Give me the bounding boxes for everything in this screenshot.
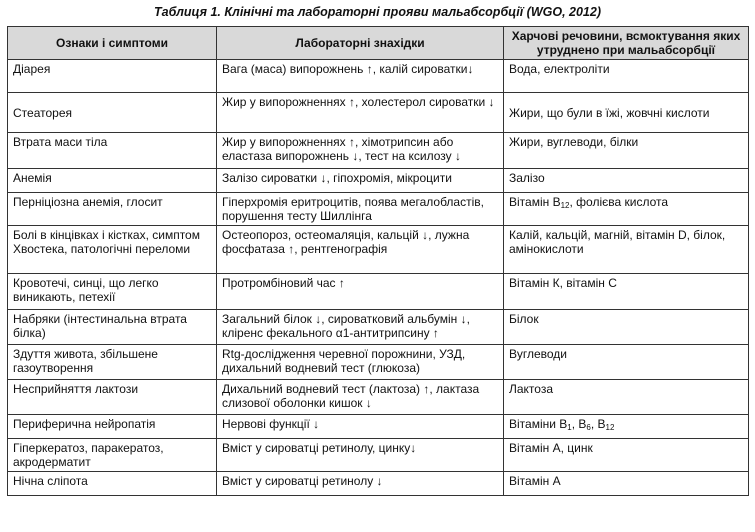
nutrient-cell: Вітаміни $В_1$, $В_6$, $В_{12}$ <box>504 415 749 439</box>
nutrient-cell: Залізо <box>504 169 749 193</box>
table-row <box>8 415 749 439</box>
lab-cell: Залізо сироватки ↓, гіпохромія, мікроцити <box>217 169 504 193</box>
nutrient-cell: Вода, електроліти <box>504 60 749 93</box>
header-signs: Ознаки і симптоми <box>8 27 217 60</box>
sign-cell: Перніціозна анемія, глосит <box>8 193 217 226</box>
sign-cell: Стеаторея <box>8 93 217 133</box>
sign-cell: Втрата маси тіла <box>8 133 217 169</box>
sign-cell: Болі в кінцівках і кістках, симптом Хвостека, патологічні переломи <box>8 226 217 274</box>
nutrient-cell: Вуглеводи <box>504 345 749 380</box>
table-row <box>8 380 749 415</box>
sign-cell: Гіперкератоз, паракератоз, акродерматит <box>8 439 217 472</box>
sign-cell: Здуття живота, збільшене газоутворення <box>8 345 217 380</box>
table-row <box>8 193 749 226</box>
nutrient-cell: Вітамін А <box>504 472 749 496</box>
table-row <box>8 439 749 472</box>
nutrient-cell: Вітамін $В_{12}$, фолієва кислота <box>504 193 749 226</box>
lab-cell: Гіперхромія еритроцитів, поява мегалобластів, порушення тесту Шиллінга <box>217 193 504 226</box>
nutrient-cell: Вітамін К, вітамін С <box>504 274 749 310</box>
sign-cell: Нічна сліпота <box>8 472 217 496</box>
malabsorption-table <box>7 26 749 496</box>
lab-cell: Нервові функції ↓ <box>217 415 504 439</box>
table-row <box>8 226 749 274</box>
nutrient-cell: Жири, що були в їжі, жовчні кислоти <box>504 93 749 133</box>
table-row <box>8 133 749 169</box>
lab-cell: Жир у випорожненнях ↑, хімотрипсин або еластаза випорожнень ↓, тест на ксилозу ↓ <box>217 133 504 169</box>
sign-cell: Кровотечі, синці, що легко виникають, петехії <box>8 274 217 310</box>
table-row <box>8 93 749 133</box>
sign-cell: Набряки (інтестинальна втрата білка) <box>8 310 217 345</box>
lab-cell: Дихальний водневий тест (лактоза) ↑, лактаза слизової оболонки кишок ↓ <box>217 380 504 415</box>
lab-cell: Жир у випорожненнях ↑, холестерол сироватки ↓ <box>217 93 504 133</box>
nutrient-cell: Вітамін А, цинк <box>504 439 749 472</box>
lab-cell: Вміст у сироватці ретинолу ↓ <box>217 472 504 496</box>
table-row <box>8 274 749 310</box>
header-lab-findings: Лабораторні знахідки <box>217 27 504 60</box>
lab-cell: Остеопороз, остеомаляція, кальцій ↓, лужна фосфатаза ↑, рентгенографія <box>217 226 504 274</box>
lab-cell: Rtg-дослідження черевної порожнини, УЗД, дихальний водневий тест (глюкоза) <box>217 345 504 380</box>
sign-cell: Периферична нейропатія <box>8 415 217 439</box>
nutrient-cell: Калій, кальцій, магній, вітамін D, білок, амінокислоти <box>504 226 749 274</box>
lab-cell: Вага (маса) випорожнень ↑, калій сироватки↓ <box>217 60 504 93</box>
table-row <box>8 60 749 93</box>
header-nutrients: Харчові речовини, всмоктування яких утруднено при мальабсорбції <box>504 27 749 60</box>
lab-cell: Протромбіновий час ↑ <box>217 274 504 310</box>
sign-cell: Несприйняття лактози <box>8 380 217 415</box>
nutrient-cell: Жири, вуглеводи, білки <box>504 133 749 169</box>
sign-cell: Анемія <box>8 169 217 193</box>
table-caption: Таблиця 1. Клінічні та лабораторні прояви мальабсорбції (WGO, 2012) <box>153 5 601 19</box>
table-row <box>8 472 749 496</box>
lab-cell: Загальний білок ↓, сироватковий альбумін ↓, кліренс фекального α1-антитрипсину ↑ <box>217 310 504 345</box>
nutrient-cell: Білок <box>504 310 749 345</box>
table-header-row <box>8 27 749 60</box>
sign-cell: Діарея <box>8 60 217 93</box>
nutrient-cell: Лактоза <box>504 380 749 415</box>
lab-cell: Вміст у сироватці ретинолу, цинку↓ <box>217 439 504 472</box>
table-row <box>8 310 749 345</box>
table-row <box>8 169 749 193</box>
table-row <box>8 345 749 380</box>
